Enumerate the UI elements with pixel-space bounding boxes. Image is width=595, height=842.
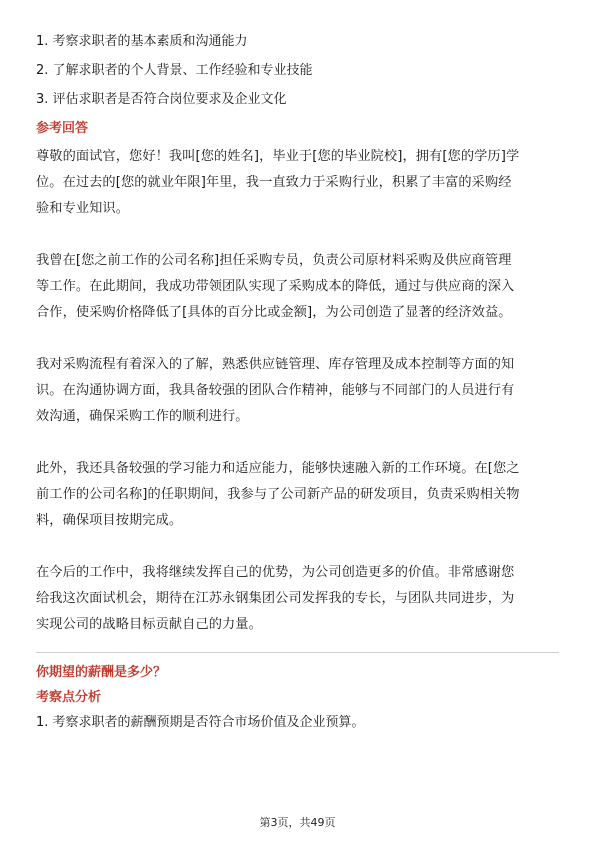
paragraph-line: 效沟通，确保采购工作的顺利进行。 — [36, 409, 249, 424]
paragraph-line: 验和专业知识。 — [36, 201, 130, 216]
paragraph-line: 合作，使采购价格降低了[具体的百分比或金额]，为公司创造了显著的经济效益。 — [36, 305, 512, 320]
analysis-heading: 考察点分析 — [36, 690, 102, 705]
answer-paragraph — [36, 456, 559, 534]
paragraph-line: 位。在过去的[您的就业年限]年里，我一直致力于采购行业，积累了丰富的采购经 — [36, 175, 512, 190]
paragraph-line: 尊敬的面试官，您好！我叫[您的姓名]，毕业于[您的毕业院校]，拥有[您的学历]学 — [36, 149, 520, 164]
analysis-point: 1. 考察求职者的薪酬预期是否符合市场价值及企业预算。 — [36, 715, 365, 730]
paragraph-line: 等工作。在此期间，我成功带领团队实现了采购成本的降低，通过与供应商的深入 — [36, 279, 515, 294]
paragraph-line: 此外，我还具备较强的学习能力和适应能力，能够快速融入新的工作环境。在[您之 — [36, 461, 520, 476]
section-divider — [36, 652, 559, 653]
paragraph-line: 给我这次面试机会，期待在江苏永钢集团公司发挥我的专长，与团队共同进步，为 — [36, 591, 515, 606]
intro-point: 1. 考察求职者的基本素质和沟通能力 — [36, 34, 248, 49]
paragraph-line: 实现公司的战略目标贡献自己的力量。 — [36, 617, 262, 632]
paragraph-line: 前工作的公司名称]的任职期间，我参与了公司新产品的研发项目，负责采购相关物 — [36, 487, 520, 502]
answer-paragraph — [36, 560, 559, 638]
answer-paragraph — [36, 248, 559, 326]
paragraph-line: 识。在沟通协调方面，我具备较强的团队合作精神，能够与不同部门的人员进行有 — [36, 383, 515, 398]
answer-paragraph — [36, 352, 559, 430]
page-number: 第3页，共49页 — [259, 816, 336, 829]
answer-heading: 参考回答 — [36, 121, 89, 136]
answer-paragraph — [36, 144, 559, 222]
intro-point: 2. 了解求职者的个人背景、工作经验和专业技能 — [36, 63, 313, 78]
paragraph-line: 我曾在[您之前工作的公司名称]担任采购专员，负责公司原材料采购及供应商管理 — [36, 253, 512, 268]
paragraph-line: 我对采购流程有着深入的了解，熟悉供应链管理、库存管理及成本控制等方面的知 — [36, 357, 515, 372]
paragraph-line: 在今后的工作中，我将继续发挥自己的优势，为公司创造更多的价值。非常感谢您 — [36, 565, 515, 580]
question-heading: 你期望的薪酬是多少？ — [36, 665, 167, 680]
paragraph-line: 料，确保项目按期完成。 — [36, 513, 183, 528]
document-page — [36, 32, 559, 742]
intro-point: 3. 评估求职者是否符合岗位要求及企业文化 — [36, 92, 287, 107]
